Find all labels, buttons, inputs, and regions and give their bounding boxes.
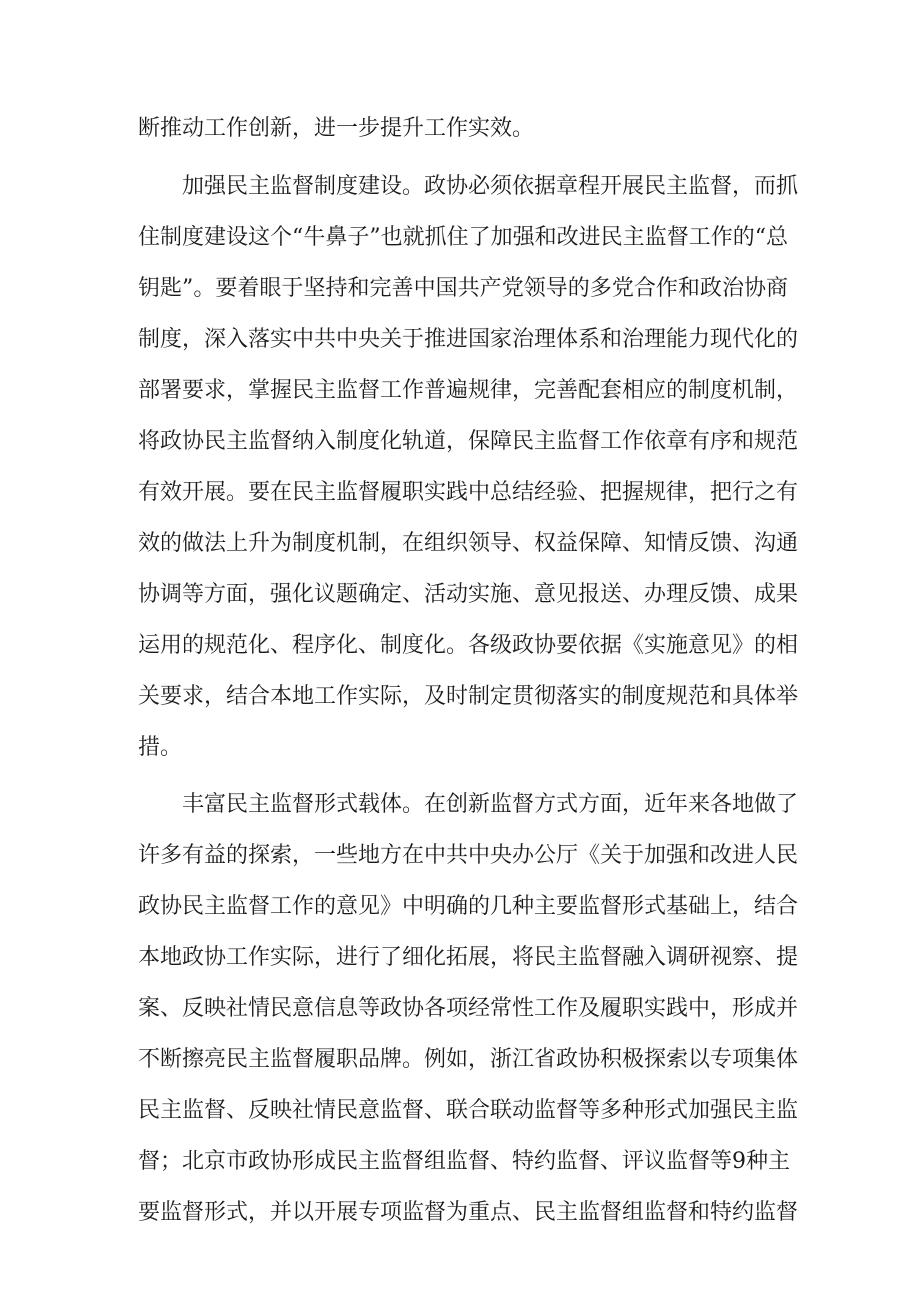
paragraph-1-line-1: 加强民主监督制度建设。政协必须依据章程开展民主监督，而抓 xyxy=(182,174,799,199)
paragraph-1-line-8: 效的做法上升为制度机制，在组织领导、权益保障、知情反馈、沟通 xyxy=(138,531,799,556)
paragraph-0-line-1: 断推动工作创新，进一步提升工作实效。 xyxy=(138,116,535,141)
paragraph-2-line-2: 许多有益的探索，一些地方在中共中央办公厅《关于加强和改进人民 xyxy=(138,843,799,868)
paragraph-1-line-3: 钥匙”。要着眼于坚持和完善中国共产党领导的多党合作和政治协商 xyxy=(138,276,788,301)
paragraph-1-line-6: 将政协民主监督纳入制度化轨道，保障民主监督工作依章有序和规范 xyxy=(138,429,799,454)
paragraph-2-line-6: 不断擦亮民主监督履职品牌。例如，浙江省政协积极探索以专项集体 xyxy=(138,1047,799,1072)
paragraph-1-line-2: 住制度建设这个“牛鼻子”也就抓住了加强和改进民主监督工作的“总 xyxy=(138,225,788,250)
paragraph-1-line-9: 协调等方面，强化议题确定、活动实施、意见报送、办理反馈、成果 xyxy=(138,582,799,607)
paragraph-1-line-12: 措。 xyxy=(138,735,183,760)
paragraph-2-line-3: 政协民主监督工作的意见》中明确的几种主要监督形式基础上，结合 xyxy=(138,894,799,919)
paragraph-1-line-4: 制度，深入落实中共中央关于推进国家治理体系和治理能力现代化的 xyxy=(138,327,799,352)
paragraph-2-line-7: 民主监督、反映社情民意监督、联合联动监督等多种形式加强民主监 xyxy=(138,1098,799,1123)
paragraph-2-line-8: 督；北京市政协形成民主监督组监督、特约监督、评议监督等9种主 xyxy=(138,1149,790,1174)
paragraph-2-line-5: 案、反映社情民意信息等政协各项经常性工作及履职实践中，形成并 xyxy=(138,996,799,1021)
paragraph-1-line-5: 部署要求，掌握民主监督工作普遍规律，完善配套相应的制度机制， xyxy=(138,378,799,403)
paragraph-2-line-9: 要监督形式，并以开展专项监督为重点、民主监督组监督和特约监督 xyxy=(138,1200,799,1225)
paragraph-1-line-7: 有效开展。要在民主监督履职实践中总结经验、把握规律，把行之有 xyxy=(138,480,799,505)
paragraph-1-line-11: 关要求，结合本地工作实际，及时制定贯彻落实的制度规范和具体举 xyxy=(138,684,799,709)
paragraph-2-line-1: 丰富民主监督形式载体。在创新监督方式方面，近年来各地做了 xyxy=(182,792,799,817)
paragraph-1-line-10: 运用的规范化、程序化、制度化。各级政协要依据《实施意见》的相 xyxy=(138,633,799,658)
paragraph-2-line-4: 本地政协工作实际，进行了细化拓展，将民主监督融入调研视察、提 xyxy=(138,945,799,970)
